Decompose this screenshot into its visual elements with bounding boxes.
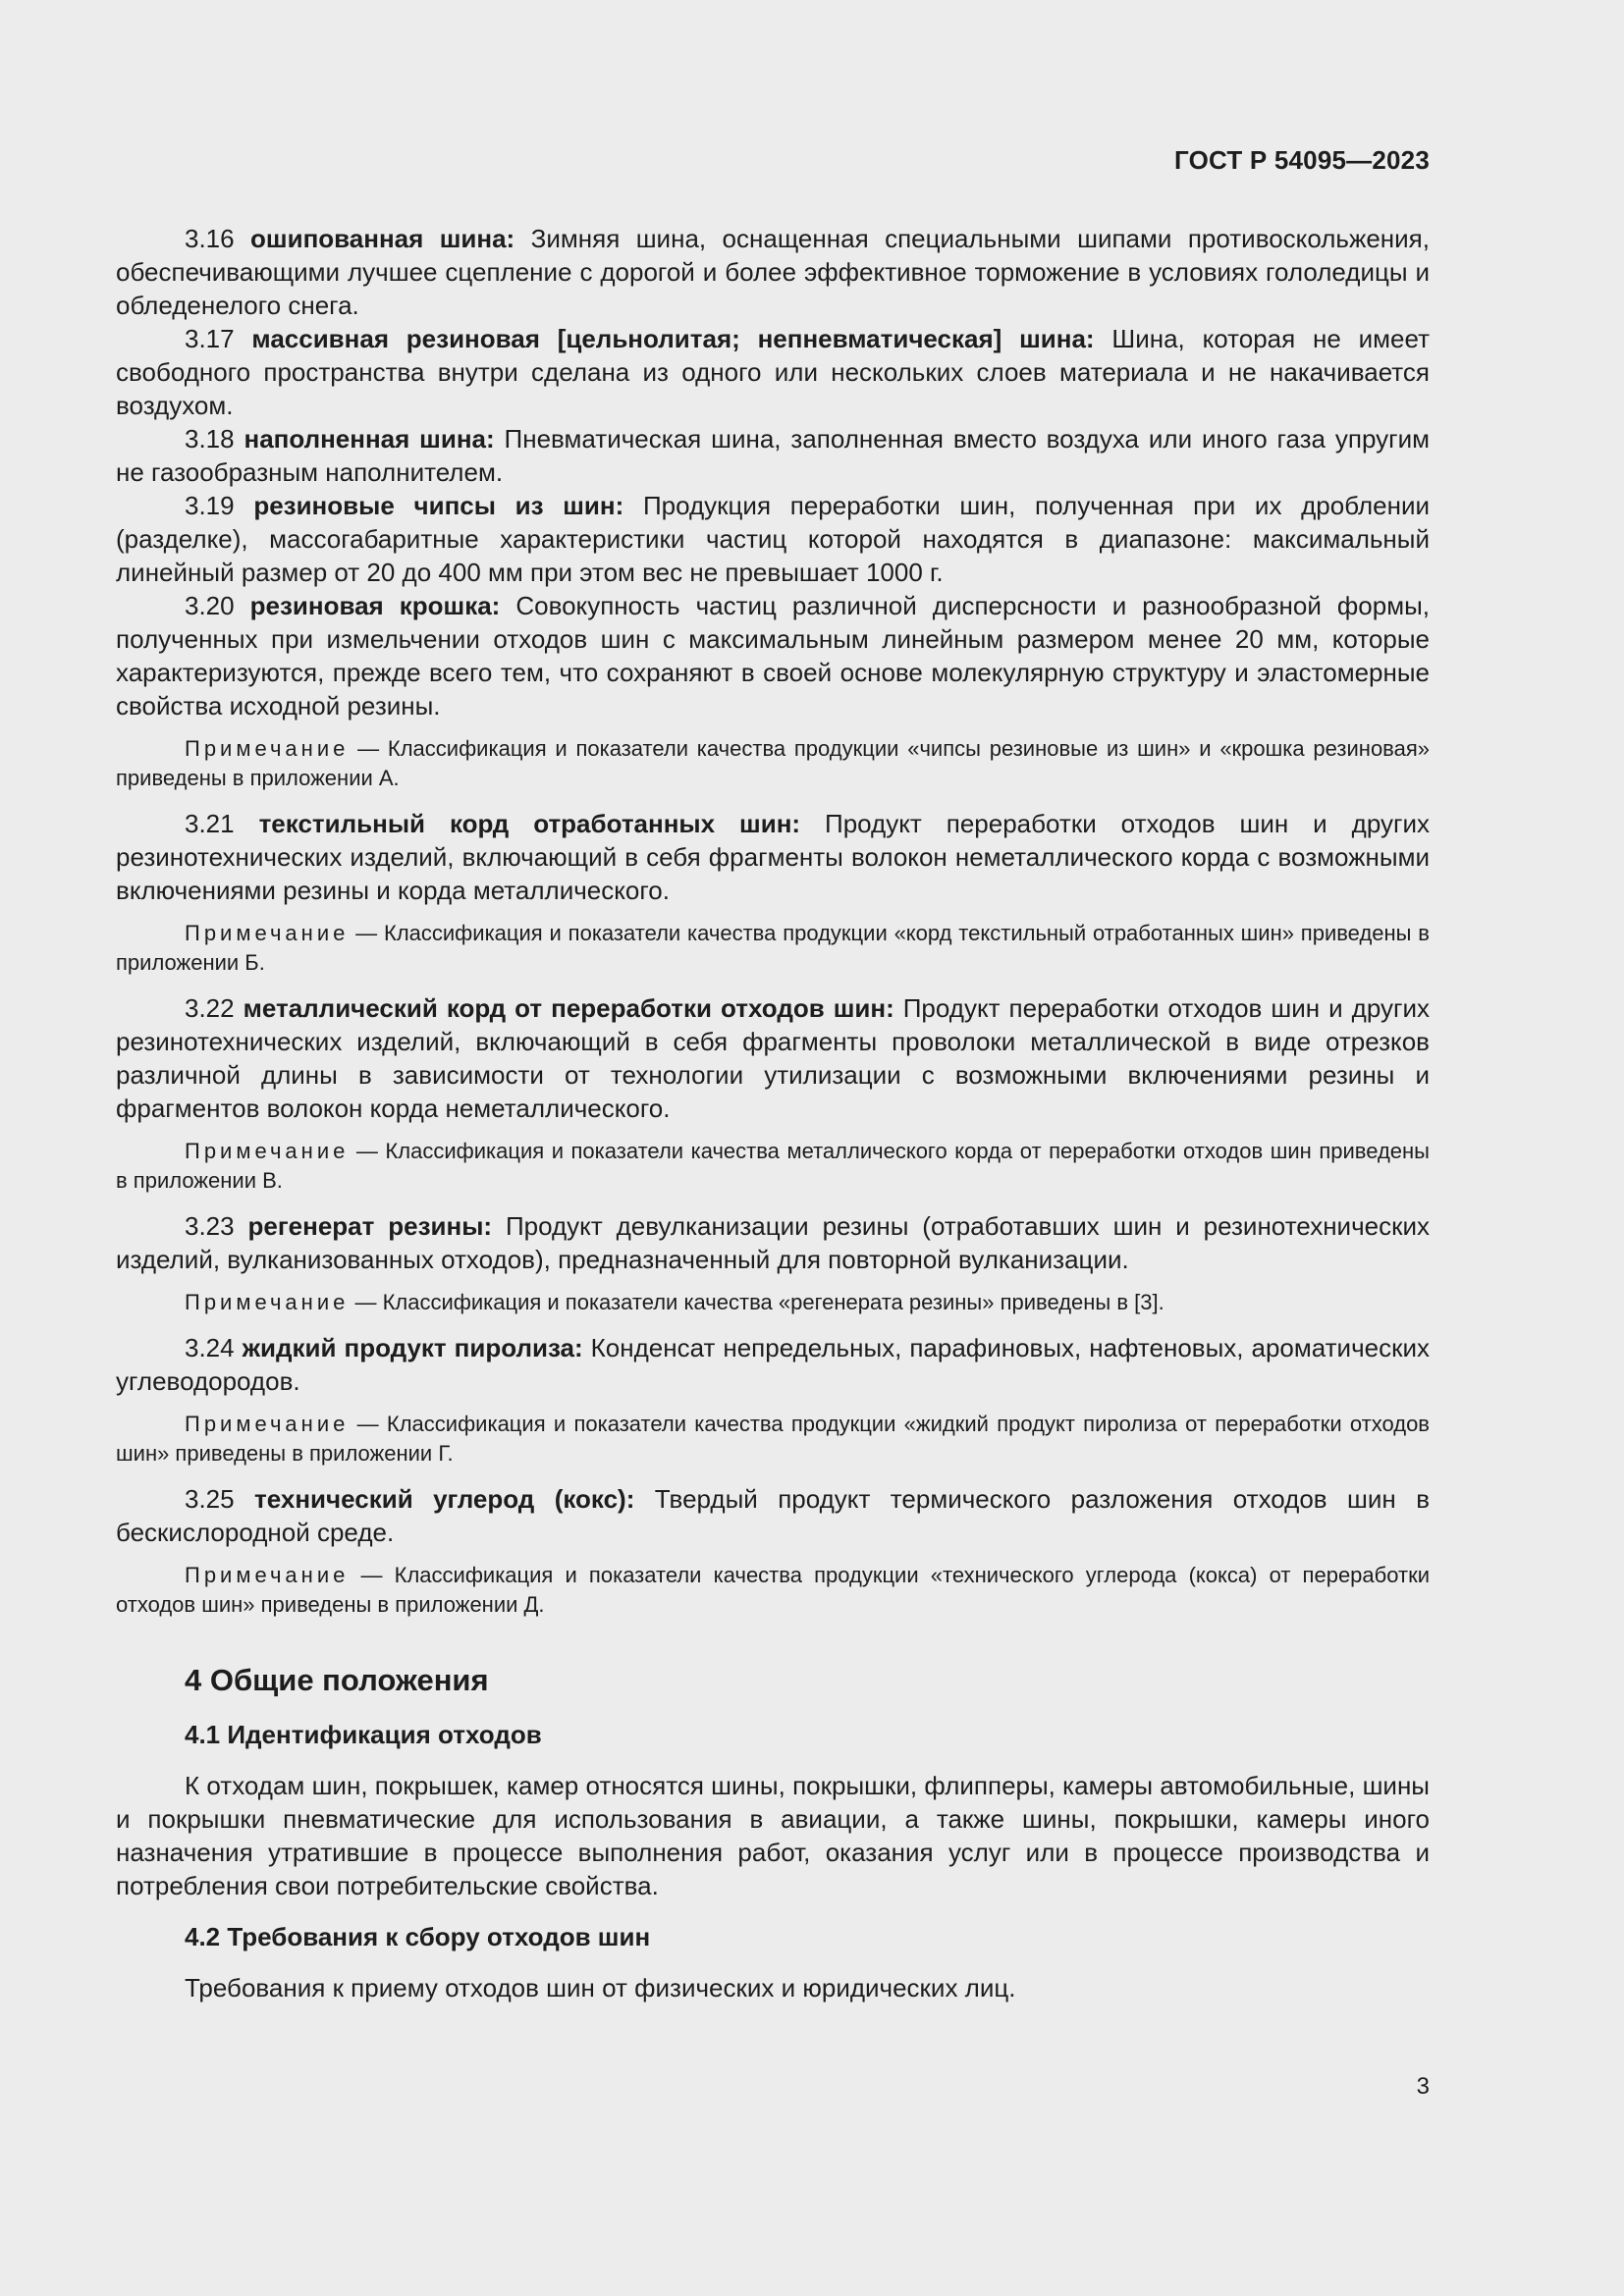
note-text: — Классификация и показатели качества продукции «жидкий продукт пиролиза от переработки отходов шин» приведены в приложении Г. xyxy=(116,1412,1430,1466)
note-label: Примечание xyxy=(185,736,350,761)
term-title: технический углерод (кокс): xyxy=(254,1484,635,1514)
note-3-20 xyxy=(116,734,1430,793)
term-title: жидкий продукт пиролиза: xyxy=(242,1333,583,1362)
term-title: наполненная шина: xyxy=(244,424,495,454)
note-label: Примечание xyxy=(185,921,350,945)
term-number: 3.20 xyxy=(185,591,235,620)
term-3-18 xyxy=(116,422,1430,489)
section-4-1-heading: 4.1 Идентификация отходов xyxy=(185,1720,542,1749)
section-4-2-text: Требования к приему отходов шин от физических и юридических лиц. xyxy=(185,1973,1016,2002)
term-number: 3.18 xyxy=(185,424,235,454)
term-definition: Продукция переработки шин, полученная при их дроблении (разделке), массогабаритные характеристики частиц которой находятся в диапазоне: максимальный линейный размер от 20 до 400 мм при этом вес не превышает 1000 г. xyxy=(116,491,1430,587)
note-text: — Классификация и показатели качества продукции «чипсы резиновые из шин» и «крошка резиновая» приведены в приложении А. xyxy=(116,736,1430,790)
term-number: 3.16 xyxy=(185,224,235,253)
note-text: — Классификация и показатели качества продукции «корд текстильный отработанных шин» приведены в приложении Б. xyxy=(116,921,1430,975)
page-content xyxy=(116,222,1430,2004)
note-label: Примечание xyxy=(185,1563,350,1587)
note-3-25 xyxy=(116,1561,1430,1620)
note-3-24 xyxy=(116,1410,1430,1468)
section-4-2-heading: 4.2 Требования к сбору отходов шин xyxy=(185,1922,651,1951)
note-3-22 xyxy=(116,1137,1430,1196)
term-title: металлический корд от переработки отходов шин: xyxy=(243,993,894,1023)
term-number: 3.25 xyxy=(185,1484,235,1514)
note-label: Примечание xyxy=(185,1139,350,1163)
term-definition: Продукт девулканизации резины (отработавших шин и резинотехнических изделий, вулканизованных отходов), предназначенный для повторной вулканизации. xyxy=(116,1211,1430,1274)
note-text: — Классификация и показатели качества металлического корда от переработки отходов шин приведены в приложении В. xyxy=(116,1139,1430,1193)
term-definition: Конденсат непредельных, парафиновых, нафтеновых, ароматических углеводородов. xyxy=(116,1333,1430,1396)
note-3-23 xyxy=(116,1288,1430,1317)
term-definition: Продукт переработки отходов шин и других резинотехнических изделий, включающий в себя фрагменты волокон неметаллического корда с возможными включениями резины и корда металлического. xyxy=(116,809,1430,905)
note-label: Примечание xyxy=(185,1290,350,1314)
term-number: 3.23 xyxy=(185,1211,235,1241)
term-title: резиновые чипсы из шин: xyxy=(253,491,624,520)
note-text: — Классификация и показатели качества продукции «технического углерода (кокса) от переработки отходов шин» приведены в приложении Д. xyxy=(116,1563,1430,1617)
term-number: 3.17 xyxy=(185,324,235,353)
note-3-21 xyxy=(116,919,1430,978)
term-3-24 xyxy=(116,1331,1430,1398)
term-definition: Зимняя шина, оснащенная специальными шипами противоскольжения, обеспечивающими лучшее сцепление с дорогой и более эффективное торможение в условиях гололедицы и обледенелого снега. xyxy=(116,224,1430,320)
term-number: 3.22 xyxy=(185,993,235,1023)
term-title: ошипованная шина: xyxy=(250,224,515,253)
term-definition: Пневматическая шина, заполненная вместо воздуха или иного газа упругим не газообразным наполнителем. xyxy=(116,424,1430,487)
term-title: регенерат резины: xyxy=(247,1211,493,1241)
term-3-17 xyxy=(116,322,1430,422)
term-number: 3.24 xyxy=(185,1333,235,1362)
term-3-21 xyxy=(116,807,1430,907)
term-3-19 xyxy=(116,489,1430,589)
term-definition: Продукт переработки отходов шин и других резинотехнических изделий, включающий в себя фрагменты проволоки металлической в виде отрезков различной длины в зависимости от технологии утилизации с возможными включениями резины и фрагментов волокон корда неметаллического. xyxy=(116,993,1430,1123)
term-3-20 xyxy=(116,589,1430,722)
term-3-23 xyxy=(116,1209,1430,1276)
note-label: Примечание xyxy=(185,1412,350,1436)
term-definition: Шина, которая не имеет свободного пространства внутри сделана из одного или нескольких слоев материала и не накачивается воздухом. xyxy=(116,324,1430,420)
section-4-1-text: К отходам шин, покрышек, камер относятся шины, покрышки, флипперы, камеры автомобильные, шины и покрышки пневматические для использования в авиации, а также шины, покрышки, камеры иного назначения утратившие в процессе выполнения работ, оказания услуг или в процессе производства и потребления свои потребительские свойства. xyxy=(116,1771,1430,1900)
term-3-16 xyxy=(116,222,1430,322)
page-number: 3 xyxy=(1416,2073,1430,2100)
term-3-22 xyxy=(116,991,1430,1125)
term-title: текстильный корд отработанных шин: xyxy=(258,809,801,838)
note-text: — Классификация и показатели качества «регенерата резины» приведены в [3]. xyxy=(349,1290,1164,1314)
term-title: массивная резиновая [цельнолитая; непневматическая] шина: xyxy=(251,324,1095,353)
term-3-25 xyxy=(116,1482,1430,1549)
term-definition: Твердый продукт термического разложения отходов шин в бескислородной среде. xyxy=(116,1484,1431,1547)
term-number: 3.21 xyxy=(185,809,235,838)
term-definition: Совокупность частиц различной дисперсности и разнообразной формы, полученных при измельчении отходов шин с максимальным линейным размером менее 20 мм, которые характеризуются, прежде всего тем, что сохраняют в своей основе молекулярную структуру и эластомерные свойства исходной резины. xyxy=(116,591,1430,721)
term-number: 3.19 xyxy=(185,491,235,520)
term-title: резиновая крошка: xyxy=(249,591,501,620)
document-number: ГОСТ Р 54095—2023 xyxy=(1174,145,1430,175)
section-4-heading: 4 Общие положения xyxy=(185,1663,489,1697)
